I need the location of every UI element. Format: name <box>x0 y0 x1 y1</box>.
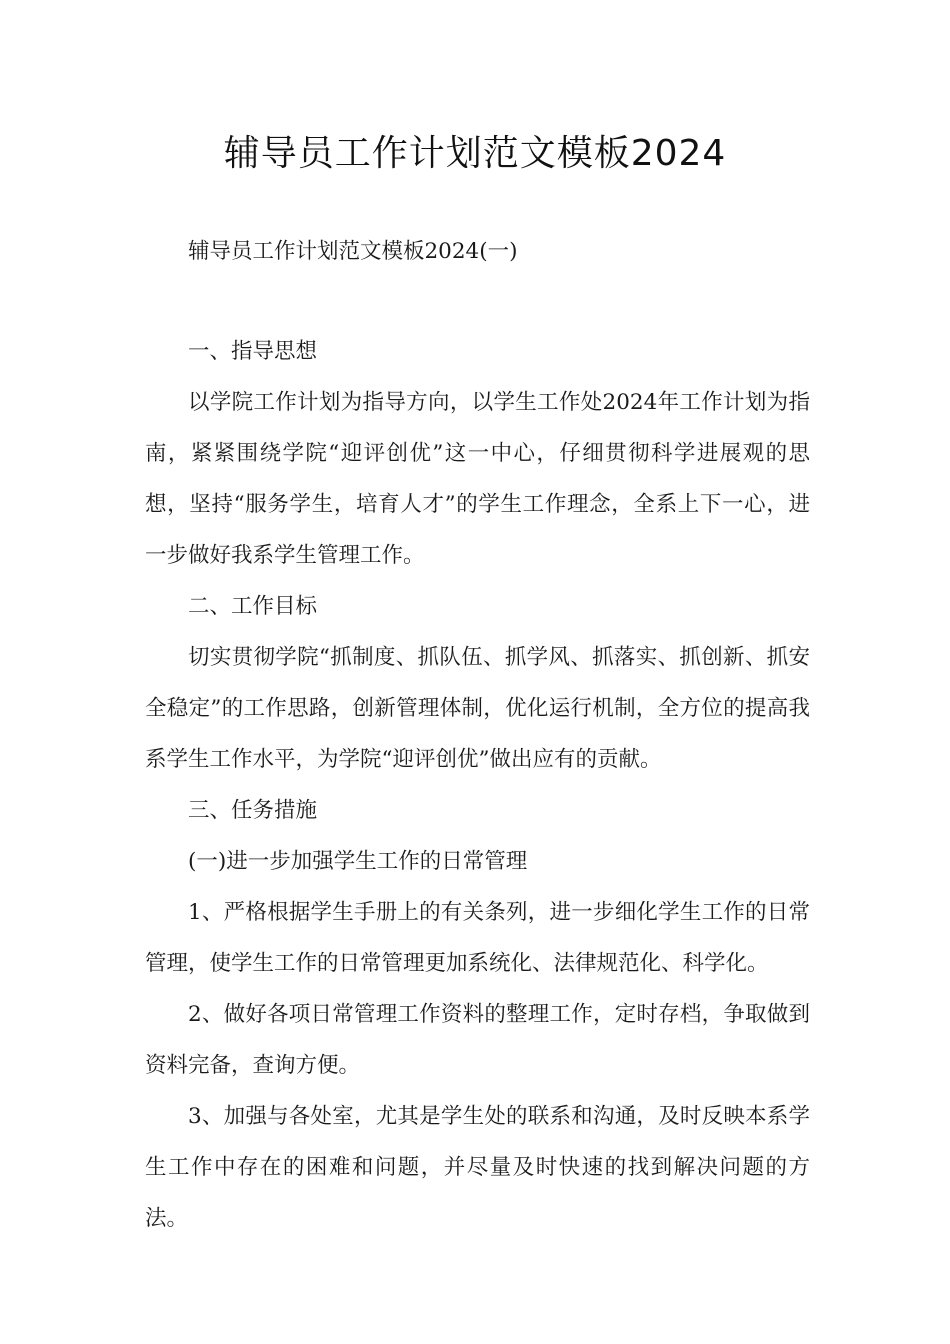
paragraph-guiding-ideology: 以学院工作计划为指导方向，以学生工作处2024年工作计划为指南，紧紧围绕学院“迎评创优”这一中心，仔细贯彻科学进展观的思想，坚持“服务学生，培育人才”的学生工作理念，全系上下一心，进一步做好我系学生管理工作。 <box>145 390 810 568</box>
list-item-1: 1、严格根据学生手册上的有关条列，进一步细化学生工作的日常管理，使学生工作的日常管理更加系统化、法律规范化、科学化。 <box>145 900 810 976</box>
section-heading-guiding-ideology: 一、指导思想 <box>188 339 318 364</box>
section-heading-task-measures: 三、任务措施 <box>188 798 318 823</box>
document-body <box>145 326 810 1244</box>
subsection-heading-daily-management: (一)进一步加强学生工作的日常管理 <box>188 849 528 874</box>
document-subtitle: 辅导员工作计划范文模板2024(一) <box>188 239 518 264</box>
paragraph-work-goals: 切实贯彻学院“抓制度、抓队伍、抓学风、抓落实、抓创新、抓安全稳定”的工作思路，创新管理体制，优化运行机制，全方位的提高我系学生工作水平，为学院“迎评创优”做出应有的贡献。 <box>145 645 810 772</box>
list-item-3: 3、加强与各处室，尤其是学生处的联系和沟通，及时反映本系学生工作中存在的困难和问题，并尽量及时快速的找到解决问题的方法。 <box>145 1104 810 1231</box>
list-item-2: 2、做好各项日常管理工作资料的整理工作，定时存档，争取做到资料完备，查询方便。 <box>145 1002 810 1078</box>
document-title: 辅导员工作计划范文模板2024 <box>223 133 727 174</box>
section-heading-work-goals: 二、工作目标 <box>188 594 318 619</box>
